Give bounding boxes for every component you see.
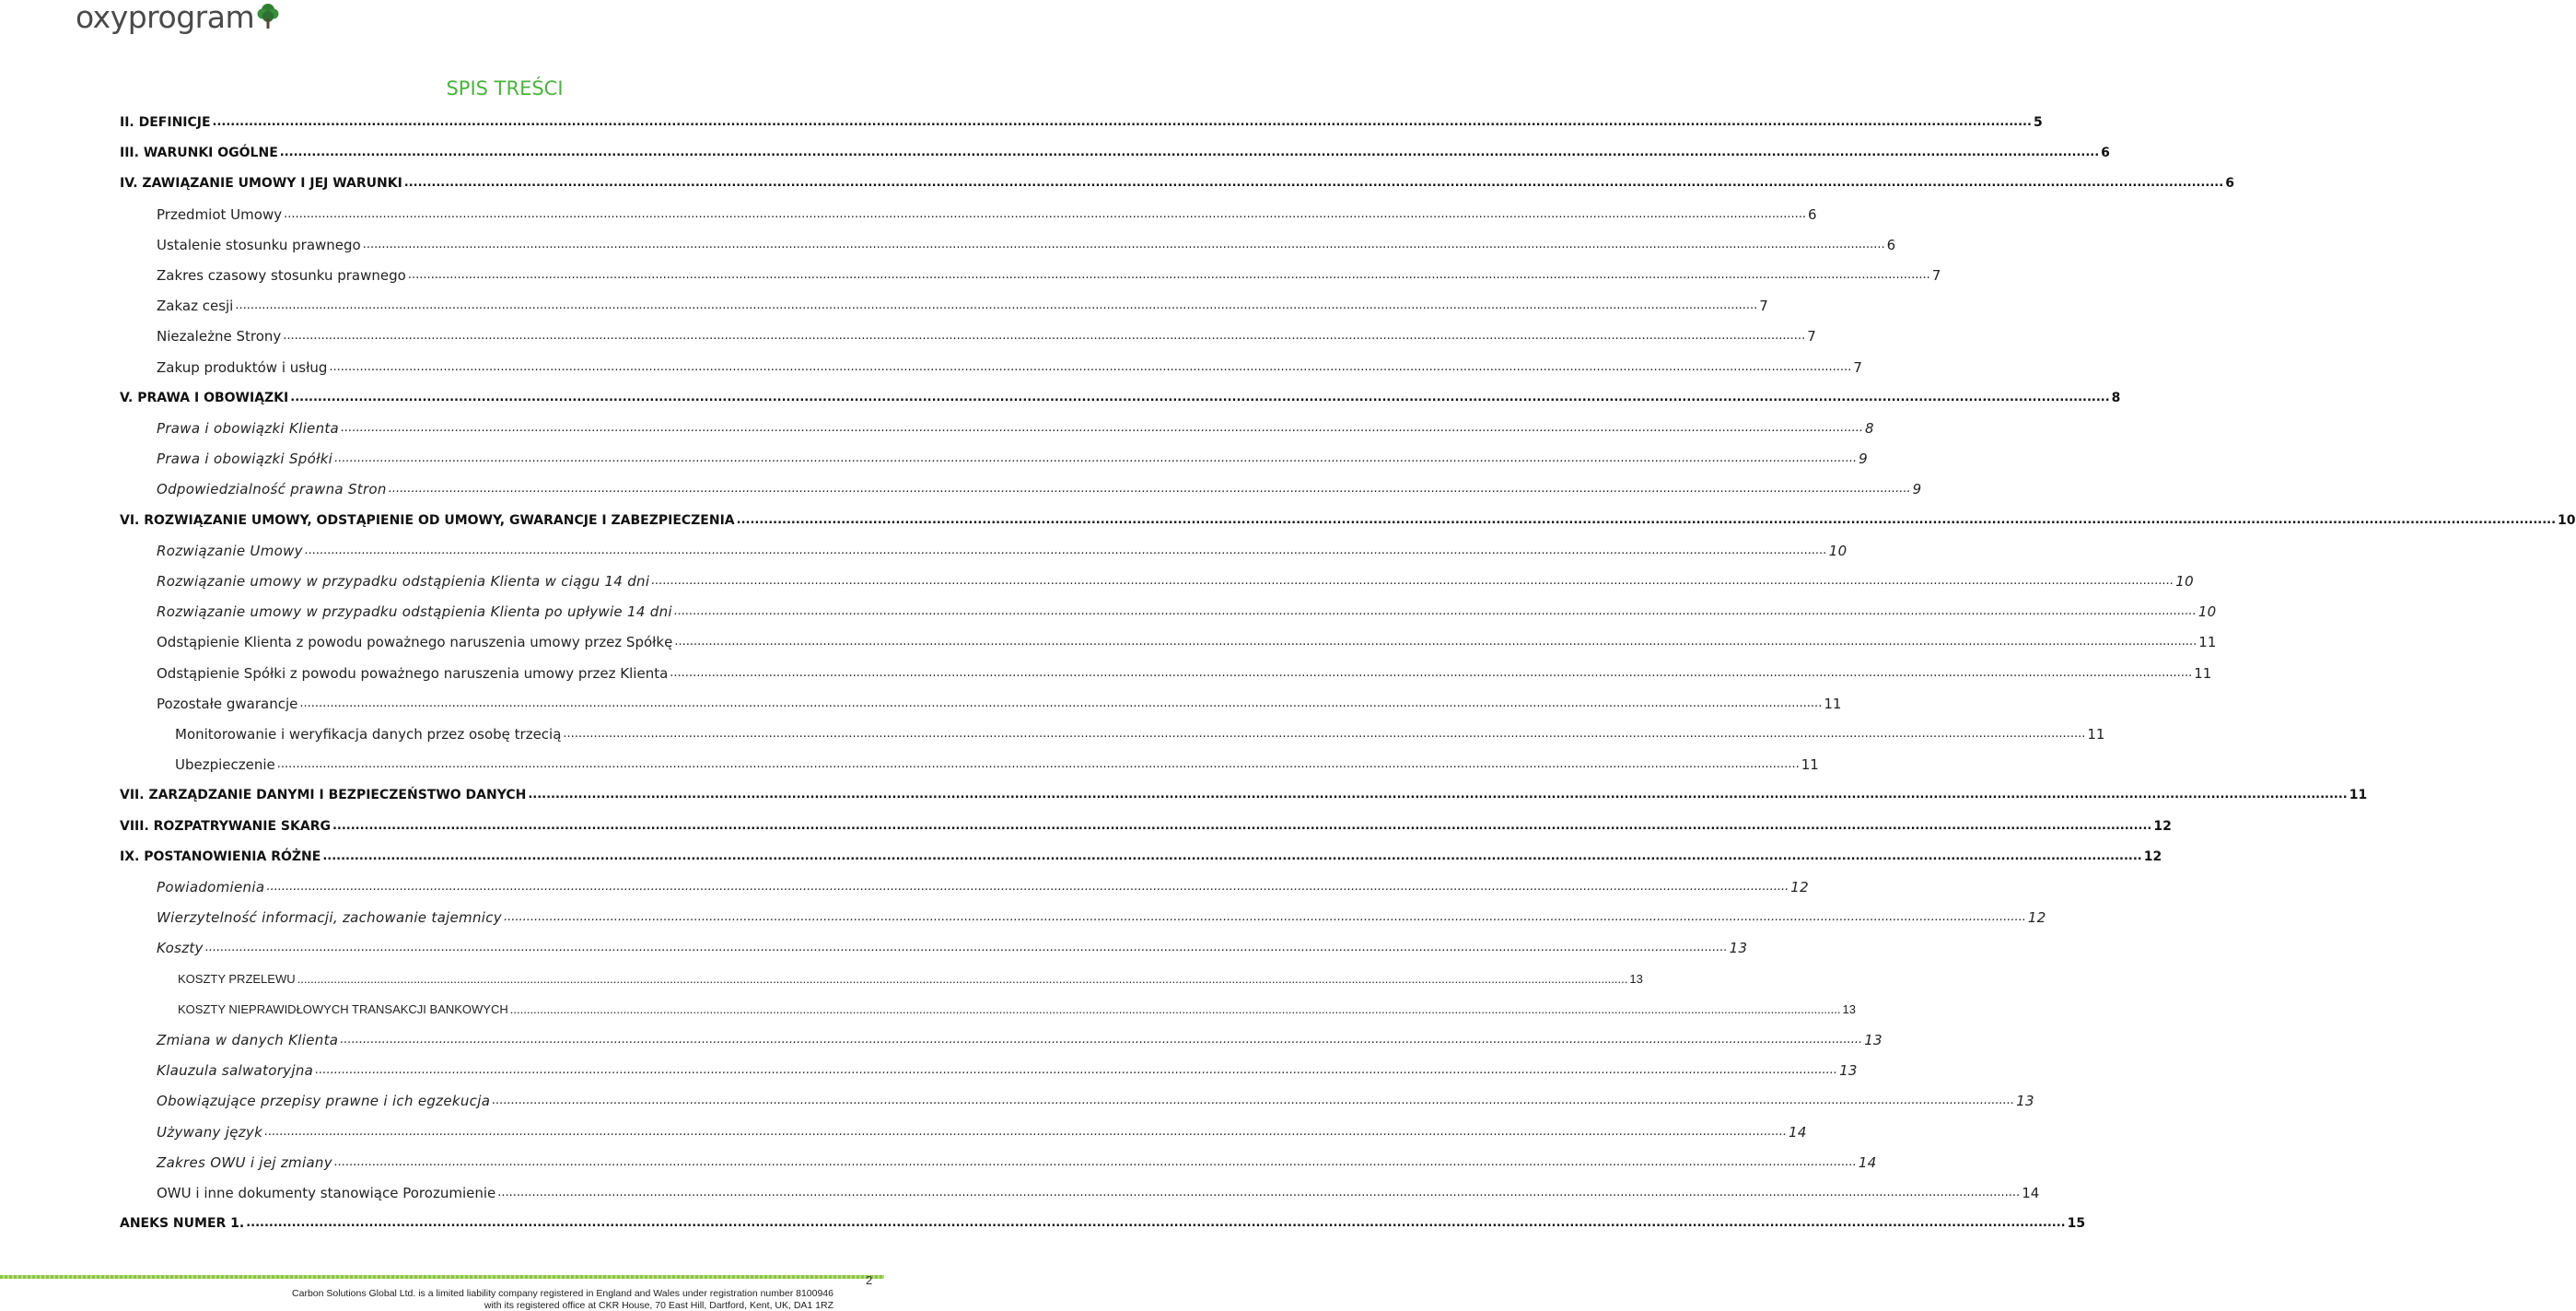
tree-icon	[256, 2, 280, 29]
toc-entry-label: Odstąpienie Spółki z powodu poważnego naruszenia umowy przez Klienta	[157, 664, 669, 682]
toc-entry[interactable]	[175, 749, 1819, 774]
toc-entry-page: 11	[1801, 756, 1819, 774]
toc-entry-label: Odpowiedzialność prawna Stron	[157, 481, 387, 498]
toc-entry[interactable]	[178, 994, 1856, 1018]
toc-entry[interactable]	[157, 1055, 1858, 1080]
toc-entry[interactable]	[120, 811, 2172, 835]
toc-entry-label: Powiadomienia	[157, 879, 265, 895]
toc-entry-page: 6	[1808, 205, 1817, 223]
toc-leader-dots: ................................................................................................................................................................................................................................................................................................................................................................................................................	[304, 543, 1827, 557]
toc-entry-label: VI. ROZWIĄZANIE UMOWY, ODSTĄPIENIE OD UMOWY, GWARANCJE I ZABEZPIECZENIA	[120, 512, 735, 528]
toc-entry-label: Odstąpienie Klienta z powodu poważnego naruszenia umowy przez Spółkę	[157, 634, 673, 651]
toc-entry[interactable]	[157, 566, 2194, 590]
toc-entry-page: 5	[2033, 115, 2043, 130]
toc-entry-label: Klauzula salwatoryjna	[157, 1062, 314, 1080]
toc-leader-dots: ................................................................................................................................................................................................................................................................................................................................................................................................................	[670, 665, 2193, 680]
toc-entry-label: Obowiązujące przepisy prawne i ich egzekucja	[157, 1093, 491, 1110]
toc-entry[interactable]	[175, 719, 2105, 743]
toc-leader-dots: ................................................................................................................................................................................................................................................................................................................................................................................................................	[333, 1154, 1857, 1169]
toc-leader-dots: ................................................................................................................................................................................................................................................................................................................................................................................................................	[315, 1063, 1838, 1078]
toc-entry-label: Używany język	[157, 1123, 263, 1141]
toc-entry-page: 12	[2027, 909, 2046, 927]
toc-entry[interactable]	[157, 872, 1809, 895]
toc-entry-label: Ubezpieczenie	[175, 756, 275, 774]
toc-entry[interactable]	[157, 1085, 2034, 1110]
toc-entry-page: 7	[1853, 358, 1862, 376]
logo	[76, 0, 280, 37]
toc-leader-dots: ................................................................................................................................................................................................................................................................................................................................................................................................................	[674, 635, 2197, 650]
toc-entry[interactable]	[120, 779, 2368, 803]
toc-leader-dots: ................................................................................................................................................................................................................................................................................................................................................................................................................	[266, 880, 1789, 894]
toc-leader-dots: ................................................................................................................................................................................................................................................................................................................................................................................................................	[235, 298, 1758, 313]
toc-entry[interactable]	[157, 352, 1862, 376]
toc-leader-dots: ................................................................................................................................................................................................................................................................................................................................................................................................................	[736, 512, 2557, 527]
toc-entry-label: VIII. ROZPATRYWANIE SKARG	[120, 818, 331, 834]
toc-entry[interactable]	[157, 199, 1817, 223]
toc-entry-page: 13	[2016, 1093, 2034, 1110]
toc-leader-dots: ................................................................................................................................................................................................................................................................................................................................................................................................................	[284, 206, 1807, 221]
toc-entry-page: 9	[1912, 481, 1922, 498]
toc-entry[interactable]	[157, 290, 1768, 315]
toc-entry-page: 11	[2087, 726, 2105, 743]
toc-leader-dots: ................................................................................................................................................................................................................................................................................................................................................................................................................	[290, 390, 2110, 404]
toc-entry-label: Prawa i obowiązki Klienta	[157, 420, 340, 437]
footer-divider	[0, 1275, 884, 1279]
toc-entry-label: VII. ZARZĄDZANIE DANYMI I BEZPIECZEŃSTWO DANYCH	[120, 788, 527, 803]
toc-entry[interactable]	[120, 1208, 2086, 1232]
toc-entry-page: 14	[2022, 1185, 2040, 1201]
toc-entry-label: Zakaz cesji	[157, 298, 234, 315]
toc-entry-label: Ustalenie stosunku prawnego	[157, 236, 361, 253]
toc-leader-dots: ................................................................................................................................................................................................................................................................................................................................................................................................................	[264, 1124, 1788, 1139]
toc-entry-page: 10	[2558, 512, 2576, 528]
toc-entry[interactable]	[157, 229, 1896, 253]
toc-leader-dots: ................................................................................................................................................................................................................................................................................................................................................................................................................	[503, 910, 2026, 925]
toc-entry-label: V. PRAWA I OBOWIĄZKI	[120, 390, 289, 405]
toc-entry-label: Zmiana w danych Klienta	[157, 1032, 339, 1048]
toc-entry-page: 9	[1859, 451, 1868, 468]
toc-leader-dots: ................................................................................................................................................................................................................................................................................................................................................................................................................	[279, 146, 2100, 160]
toc-entry-label: Rozwiązanie Umowy	[157, 542, 303, 559]
toc-entry-page: 14	[1858, 1153, 1877, 1171]
toc-entry-page: 13	[1729, 940, 1748, 957]
toc-entry[interactable]	[157, 474, 1922, 498]
toc-entry-page: 11	[2198, 634, 2217, 651]
toc-entry-label: Monitorowanie i weryfikacja danych przez osobę trzecią	[175, 726, 562, 743]
toc-leader-dots: ................................................................................................................................................................................................................................................................................................................................................................................................................	[204, 941, 1728, 955]
toc-entry-page: 13	[1864, 1032, 1882, 1048]
toc-leader-dots: ................................................................................................................................................................................................................................................................................................................................................................................................................	[297, 971, 1628, 986]
toc-entry[interactable]	[120, 107, 2043, 131]
toc-entry[interactable]	[157, 1117, 1807, 1141]
toc-entry[interactable]	[157, 321, 1816, 345]
toc-entry-label: Zakup produktów i usług	[157, 358, 328, 376]
toc-entry-page: 8	[1864, 420, 1874, 437]
footer-company-line: Carbon Solutions Global Ltd. is a limited liability company registered in England and Wales under registration number 8100946	[292, 1288, 833, 1299]
toc-entry[interactable]	[120, 505, 2576, 529]
toc-entry-page: 7	[1759, 298, 1768, 315]
toc-entry[interactable]	[157, 932, 1748, 957]
toc-entry-label: III. WARUNKI OGÓLNE	[120, 146, 278, 161]
toc-leader-dots: ................................................................................................................................................................................................................................................................................................................................................................................................................	[283, 329, 1806, 344]
toc-entry[interactable]	[157, 1024, 1882, 1048]
toc-entry[interactable]	[157, 688, 1842, 712]
toc-entry-page: 6	[2225, 176, 2234, 192]
toc-leader-dots: ................................................................................................................................................................................................................................................................................................................................................................................................................	[340, 1033, 1863, 1047]
toc-leader-dots: ................................................................................................................................................................................................................................................................................................................................................................................................................	[322, 849, 2142, 863]
toc-leader-dots: ................................................................................................................................................................................................................................................................................................................................................................................................................	[673, 604, 2197, 619]
toc-leader-dots: ................................................................................................................................................................................................................................................................................................................................................................................................................	[276, 757, 1800, 772]
toc-entry-label: Wierzytelność informacji, zachowanie tajemnicy	[157, 909, 502, 927]
toc-entry-label: KOSZTY PRZELEWU	[178, 971, 296, 986]
toc-entry[interactable]	[157, 535, 1847, 559]
toc-entry-page: 11	[1824, 695, 1842, 712]
toc-entry[interactable]	[120, 841, 2162, 865]
toc-leader-dots: ................................................................................................................................................................................................................................................................................................................................................................................................................	[388, 482, 1911, 497]
toc-entry-label: Rozwiązanie umowy w przypadku odstąpienia Klienta po upływie 14 dni	[157, 603, 672, 621]
toc-entry-page: 6	[1886, 236, 1896, 253]
toc-entry[interactable]	[157, 658, 2212, 682]
toc-entry-page: 13	[1842, 1001, 1856, 1016]
toc-title: SPIS TREŚCI	[446, 77, 564, 99]
toc-entry-label: Zakres czasowy stosunku prawnego	[157, 267, 406, 284]
toc-entry-label: Prawa i obowiązki Spółki	[157, 451, 333, 468]
toc-entry[interactable]	[120, 137, 2110, 161]
toc-entry-page: 7	[1807, 328, 1816, 345]
toc-leader-dots: ................................................................................................................................................................................................................................................................................................................................................................................................................	[492, 1094, 2015, 1108]
toc-leader-dots: ................................................................................................................................................................................................................................................................................................................................................................................................................	[329, 359, 1852, 374]
toc-entry-label: Koszty	[157, 940, 204, 957]
toc-entry-page: 11	[2194, 664, 2212, 682]
toc-entry[interactable]	[157, 413, 1874, 437]
logo-text: oxyprogram	[76, 0, 255, 35]
toc-leader-dots: ................................................................................................................................................................................................................................................................................................................................................................................................................	[299, 696, 1823, 710]
toc-entry-page: 14	[1789, 1123, 1807, 1141]
toc-entry-label: II. DEFINICJE	[120, 115, 211, 130]
toc-entry-label: IX. POSTANOWIENIA RÓŻNE	[120, 849, 321, 864]
page-number: 2	[866, 1273, 873, 1287]
toc-entry-page: 12	[2153, 818, 2172, 834]
toc-leader-dots: ................................................................................................................................................................................................................................................................................................................................................................................................................	[403, 176, 2224, 191]
toc-entry[interactable]	[157, 1177, 2040, 1201]
toc-leader-dots: ................................................................................................................................................................................................................................................................................................................................................................................................................	[509, 1001, 1841, 1016]
toc-entry-page: 8	[2111, 390, 2121, 405]
toc-leader-dots: ................................................................................................................................................................................................................................................................................................................................................................................................................	[246, 1216, 2066, 1231]
toc-leader-dots: ................................................................................................................................................................................................................................................................................................................................................................................................................	[212, 115, 2032, 129]
toc-entry-page: 6	[2101, 146, 2110, 161]
toc-leader-dots: ................................................................................................................................................................................................................................................................................................................................................................................................................	[362, 237, 1885, 252]
toc-entry-label: Niezależne Strony	[157, 328, 282, 345]
toc-leader-dots: ................................................................................................................................................................................................................................................................................................................................................................................................................	[341, 421, 1863, 435]
toc-entry-label: Rozwiązanie umowy w przypadku odstąpienia Klienta w ciągu 14 dni	[157, 573, 650, 590]
toc-leader-dots: ................................................................................................................................................................................................................................................................................................................................................................................................................	[334, 451, 1858, 466]
toc-leader-dots: ................................................................................................................................................................................................................................................................................................................................................................................................................	[563, 727, 2086, 741]
toc-entry-label: IV. ZAWIĄZANIE UMOWY I JEJ WARUNKI	[120, 176, 402, 192]
footer-address-line: with its registered office at CKR House, 70 East Hill, Dartford, Kent, UK, DA1 1RZ	[484, 1300, 833, 1311]
toc-entry[interactable]	[157, 260, 1941, 284]
toc-entry[interactable]	[157, 1147, 1877, 1171]
toc-entry-page: 13	[1629, 971, 1643, 986]
toc-entry-page: 7	[1931, 267, 1941, 284]
toc-entry-page: 10	[2175, 573, 2194, 590]
toc-entry-page: 13	[1839, 1062, 1858, 1080]
toc-entry-label: Pozostałe gwarancje	[157, 695, 298, 712]
toc-entry[interactable]	[157, 902, 2046, 927]
toc-entry-label: ANEKS NUMER 1.	[120, 1216, 245, 1232]
toc-entry-page: 12	[2143, 849, 2162, 864]
toc-entry-page: 10	[1828, 542, 1847, 559]
toc-leader-dots: ................................................................................................................................................................................................................................................................................................................................................................................................................	[497, 1186, 2021, 1200]
toc-entry[interactable]	[157, 596, 2217, 621]
toc-entry-page: 10	[2197, 603, 2217, 621]
toc-entry-label: Przedmiot Umowy	[157, 205, 283, 223]
toc-entry[interactable]	[157, 626, 2217, 651]
toc-entry-page: 12	[1790, 879, 1809, 895]
toc-entry-page: 15	[2067, 1216, 2086, 1232]
toc-entry[interactable]	[120, 168, 2234, 192]
toc-leader-dots: ................................................................................................................................................................................................................................................................................................................................................................................................................	[651, 574, 2174, 588]
toc-entry-label: Zakres OWU i jej zmiany	[157, 1153, 332, 1171]
toc-leader-dots: ................................................................................................................................................................................................................................................................................................................................................................................................................	[407, 268, 1930, 282]
toc-entry-label: OWU i inne dokumenty stanowiące Porozumienie	[157, 1185, 496, 1201]
toc-leader-dots: ................................................................................................................................................................................................................................................................................................................................................................................................................	[528, 788, 2348, 802]
toc-leader-dots: ................................................................................................................................................................................................................................................................................................................................................................................................................	[332, 818, 2152, 833]
toc-entry-label: KOSZTY NIEPRAWIDŁOWYCH TRANSAKCJI BANKOWYCH	[178, 1001, 508, 1016]
toc-entry-page: 11	[2349, 788, 2368, 803]
toc-entry[interactable]	[157, 443, 1868, 468]
toc-entry[interactable]	[178, 964, 1643, 988]
toc-entry[interactable]	[120, 382, 2121, 406]
